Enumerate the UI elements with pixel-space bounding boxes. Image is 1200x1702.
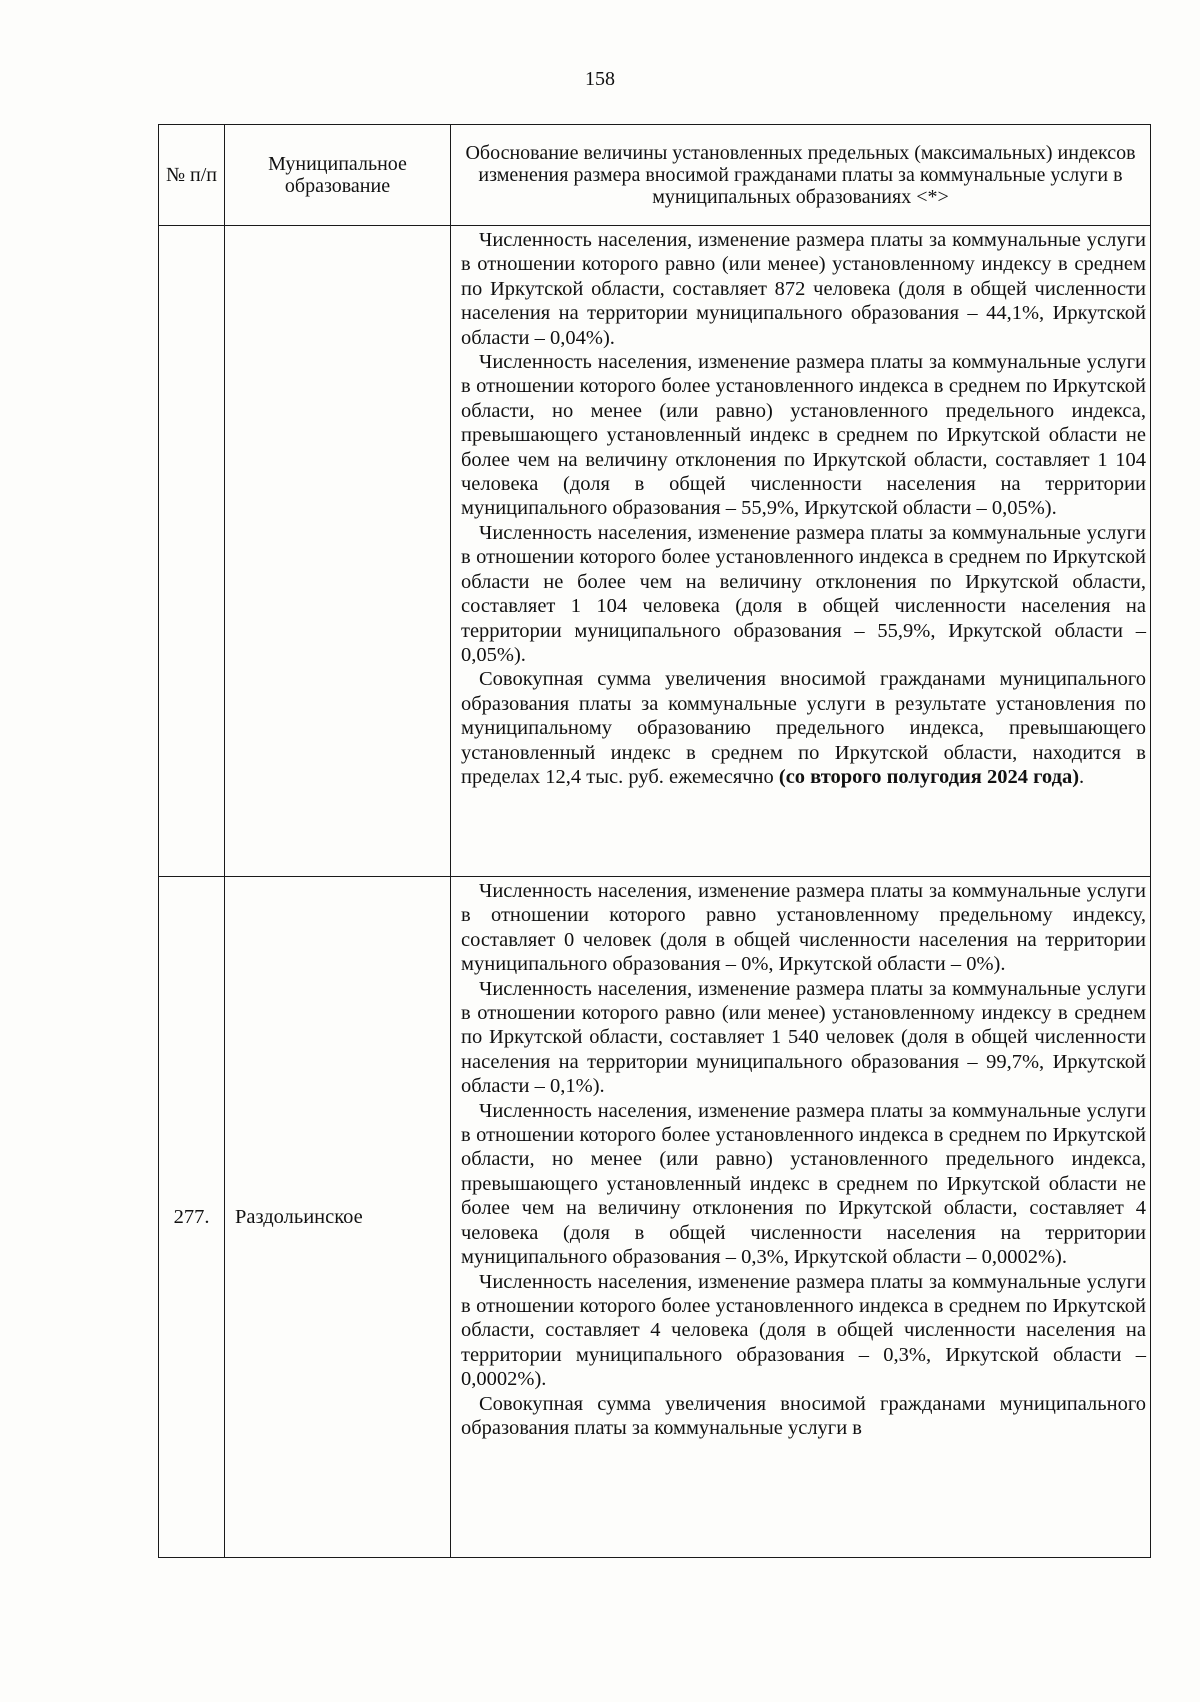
header-num: № п/п bbox=[159, 125, 225, 226]
emphasized-period: (со второго полугодия 2024 года) bbox=[778, 765, 1080, 788]
table-row bbox=[159, 226, 1151, 877]
table-row bbox=[159, 877, 1151, 1558]
justification-paragraph: Численность населения, изменение размера платы за коммунальные услуги в отношении которого равно установленному предельному индексу, составляет 0 человек (доля в общей численности населения на территории муниципального образования – 0%, Иркутской области – 0%). bbox=[461, 880, 1146, 976]
paragraph-text: Совокупная сумма увеличения вносимой гражданами муниципального образования платы за коммунальные услуги в результате установления по муниципальному образованию предельного индекса, превышающего установленный индекс в среднем по Иркутской области, находится в пределах 12,4 тыс. руб. ежемесячно bbox=[461, 668, 1146, 788]
justification-paragraph: Численность населения, изменение размера платы за коммунальные услуги в отношении которого более установленного индекса в среднем по Иркутской области, но менее (или равно) установленного предельного индекса, превышающего установленный индекс в среднем по Иркутской области не более чем на величину отклонения по Иркутской области, составляет 1 104 человека (доля в общей численности населения на территории муниципального образования – 55,9%, Иркутской области – 0,05%). bbox=[461, 351, 1146, 520]
tariff-justification-table bbox=[158, 124, 1151, 1558]
row-number bbox=[159, 226, 225, 877]
justification-paragraph: Численность населения, изменение размера платы за коммунальные услуги в отношении которого более установленного индекса в среднем по Иркутской области, но менее (или равно) установленного предельного индекса, превышающего установленный индекс в среднем по Иркутской области не более чем на величину отклонения по Иркутской области, составляет 4 человека (доля в общей численности населения на территории муниципального образования – 0,3%, Иркутской области – 0,0002%). bbox=[461, 1099, 1146, 1269]
justification-cell bbox=[451, 226, 1151, 877]
justification-cell bbox=[451, 877, 1151, 1558]
header-justification: Обоснование величины установленных предельных (максимальных) индексов изменения размера вносимой гражданами платы за коммунальные услуги в муниципальных образованиях <*> bbox=[451, 125, 1151, 226]
justification-paragraph: Численность населения, изменение размера платы за коммунальные услуги в отношении которого равно (или менее) установленному индексу в среднем по Иркутской области, составляет 872 человека (доля в общей численности населения на территории муниципального образования – 44,1%, Иркутской области – 0,04%). bbox=[461, 229, 1146, 349]
justification-paragraph: Численность населения, изменение размера платы за коммунальные услуги в отношении которого равно (или менее) установленному индексу в среднем по Иркутской области, составляет 1 540 человек (доля в общей численности населения на территории муниципального образования – 99,7%, Иркутской области – 0,1%). bbox=[461, 977, 1146, 1098]
municipality-name: Раздольинское bbox=[225, 877, 451, 1558]
table-header-row bbox=[159, 125, 1151, 226]
page-number: 158 bbox=[585, 68, 615, 90]
header-municipality: Муниципальное образование bbox=[225, 125, 451, 226]
municipality-name bbox=[225, 226, 451, 877]
paragraph-end: . bbox=[1079, 765, 1085, 788]
row-number: 277. bbox=[159, 877, 225, 1558]
justification-paragraph bbox=[461, 667, 1146, 789]
justification-paragraph: Совокупная сумма увеличения вносимой гражданами муниципального образования платы за коммунальные услуги в bbox=[461, 1392, 1146, 1439]
justification-paragraph: Численность населения, изменение размера платы за коммунальные услуги в отношении которого более установленного индекса в среднем по Иркутской области, составляет 4 человека (доля в общей численности населения на территории муниципального образования – 0,3%, Иркутской области – 0,0002%). bbox=[461, 1270, 1146, 1391]
justification-paragraph: Численность населения, изменение размера платы за коммунальные услуги в отношении которого более установленного индекса в среднем по Иркутской области не более чем на величину отклонения по Иркутской области, составляет 1 104 человека (доля в общей численности населения на территории муниципального образования – 55,9%, Иркутской области – 0,05%). bbox=[461, 521, 1146, 666]
